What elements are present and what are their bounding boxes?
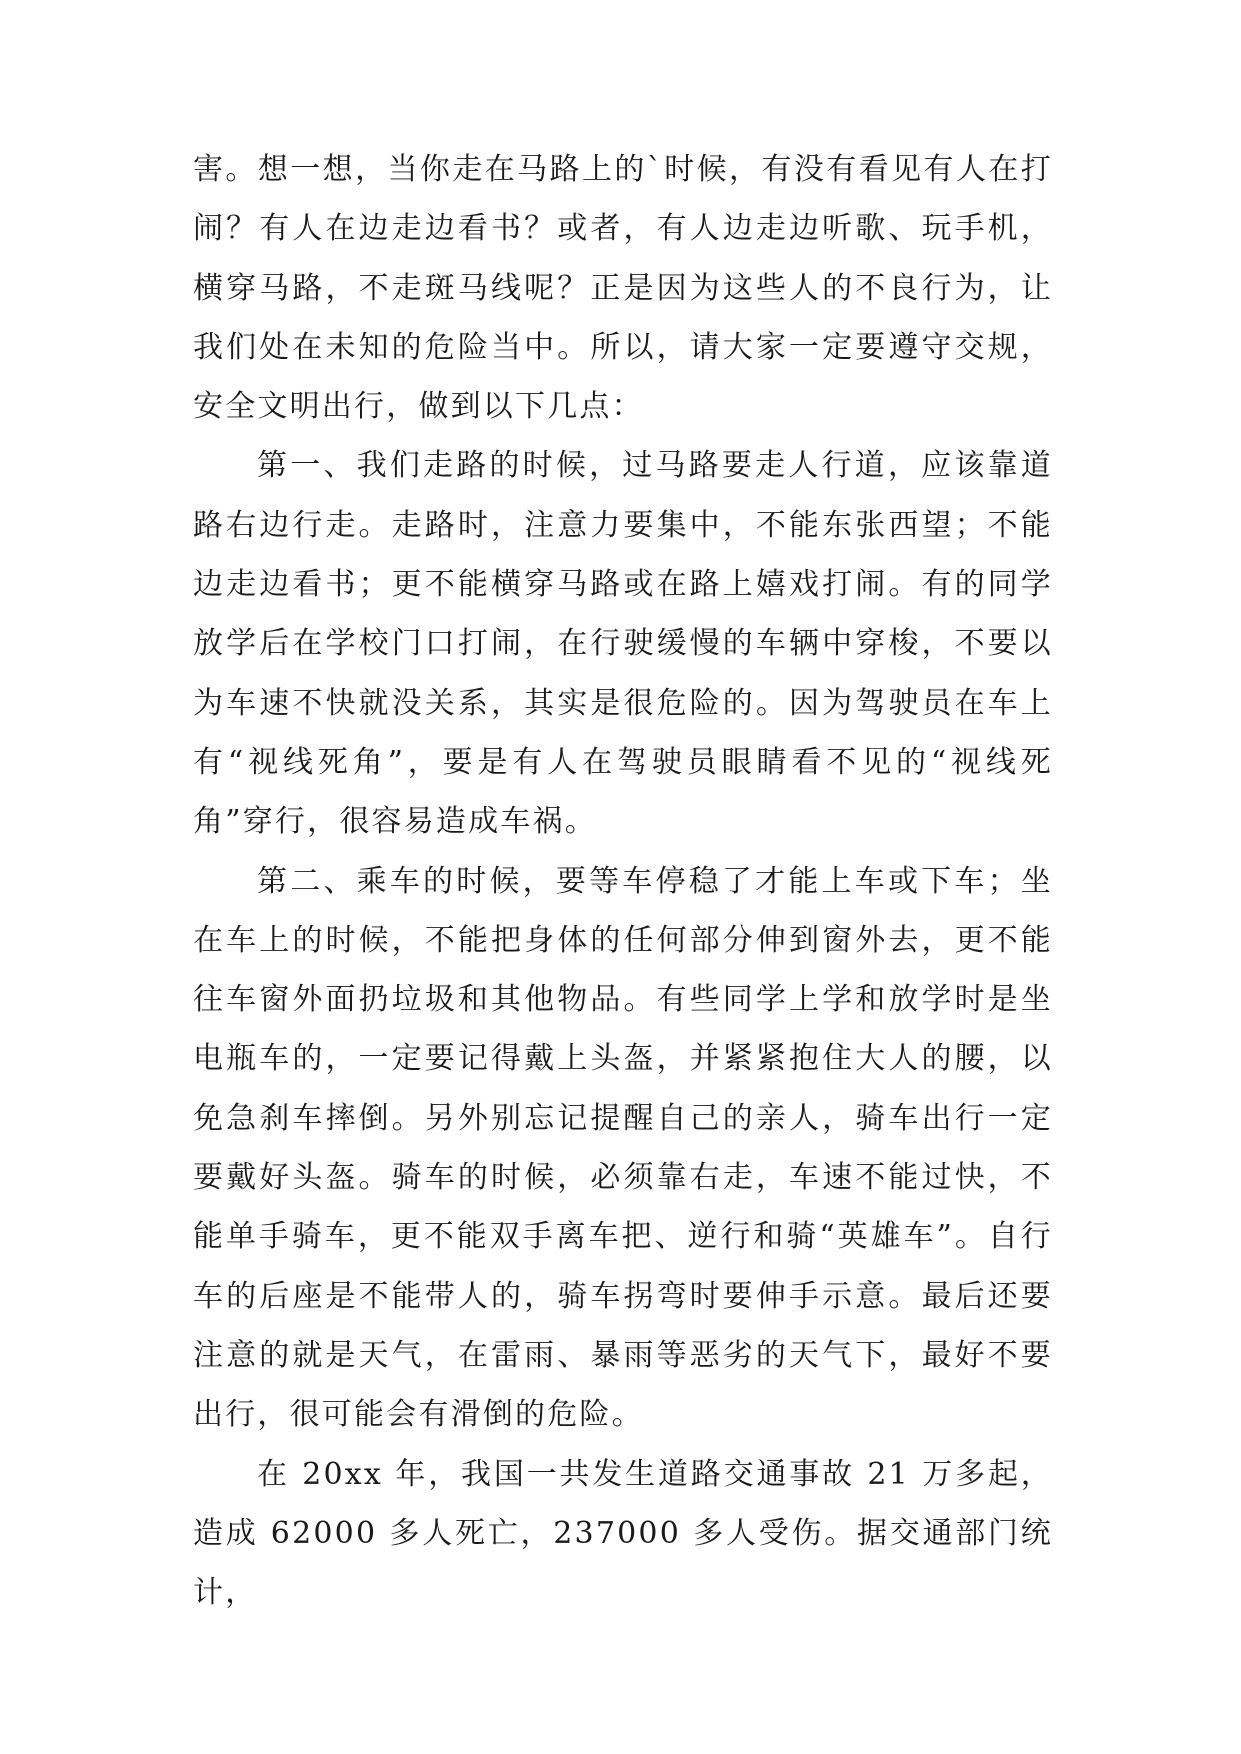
paragraph-statistics: 在 20xx 年，我国一共发生道路交通事故 21 万多起，造成 62000 多人死亡，237000 多人受伤。据交通部门统计， — [193, 1456, 1053, 1611]
paragraph-point-two: 第二、乘车的时候，要等车停稳了才能上车或下车；坐在车上的时候，不能把身体的任何部分伸到窗外去，更不能往车窗外面扔垃圾和其他物品。有些同学上学和放学时是坐电瓶车的，一定要记得戴上头盔，并紧紧抱住大人的腰，以免急刹车摔倒。另外别忘记提醒自己的亲人，骑车出行一定要戴好头盔。骑车的时候，必须靠右走，车速不能过快，不能单手骑车，更不能双手离车把、逆行和骑“英雄车”。自行车的后座是不能带人的，骑车拐弯时要伸手示意。最后还要注意的就是天气，在雷雨、暴雨等恶劣的天气下，最好不要出行，很可能会有滑倒的危险。 — [193, 863, 1053, 1433]
document-body — [193, 140, 1053, 1622]
paragraph-intro: 害。想一想，当你走在马路上的`时候，有没有看见有人在打闹？有人在边走边看书？或者，有人边走边听歌、玩手机，横穿马路，不走斑马线呢？正是因为这些人的不良行为，让我们处在未知的危险当中。所以，请大家一定要遵守交规，安全文明出行，做到以下几点： — [193, 152, 1053, 425]
paragraph-point-one: 第一、我们走路的时候，过马路要走人行道，应该靠道路右边行走。走路时，注意力要集中，不能东张西望；不能边走边看书；更不能横穿马路或在路上嬉戏打闹。有的同学放学后在学校门口打闹，在行驶缓慢的车辆中穿梭，不要以为车速不快就没关系，其实是很危险的。因为驾驶员在车上有“视线死角”，要是有人在驾驶员眼睛看不见的“视线死角”穿行，很容易造成车祸。 — [193, 448, 1053, 840]
